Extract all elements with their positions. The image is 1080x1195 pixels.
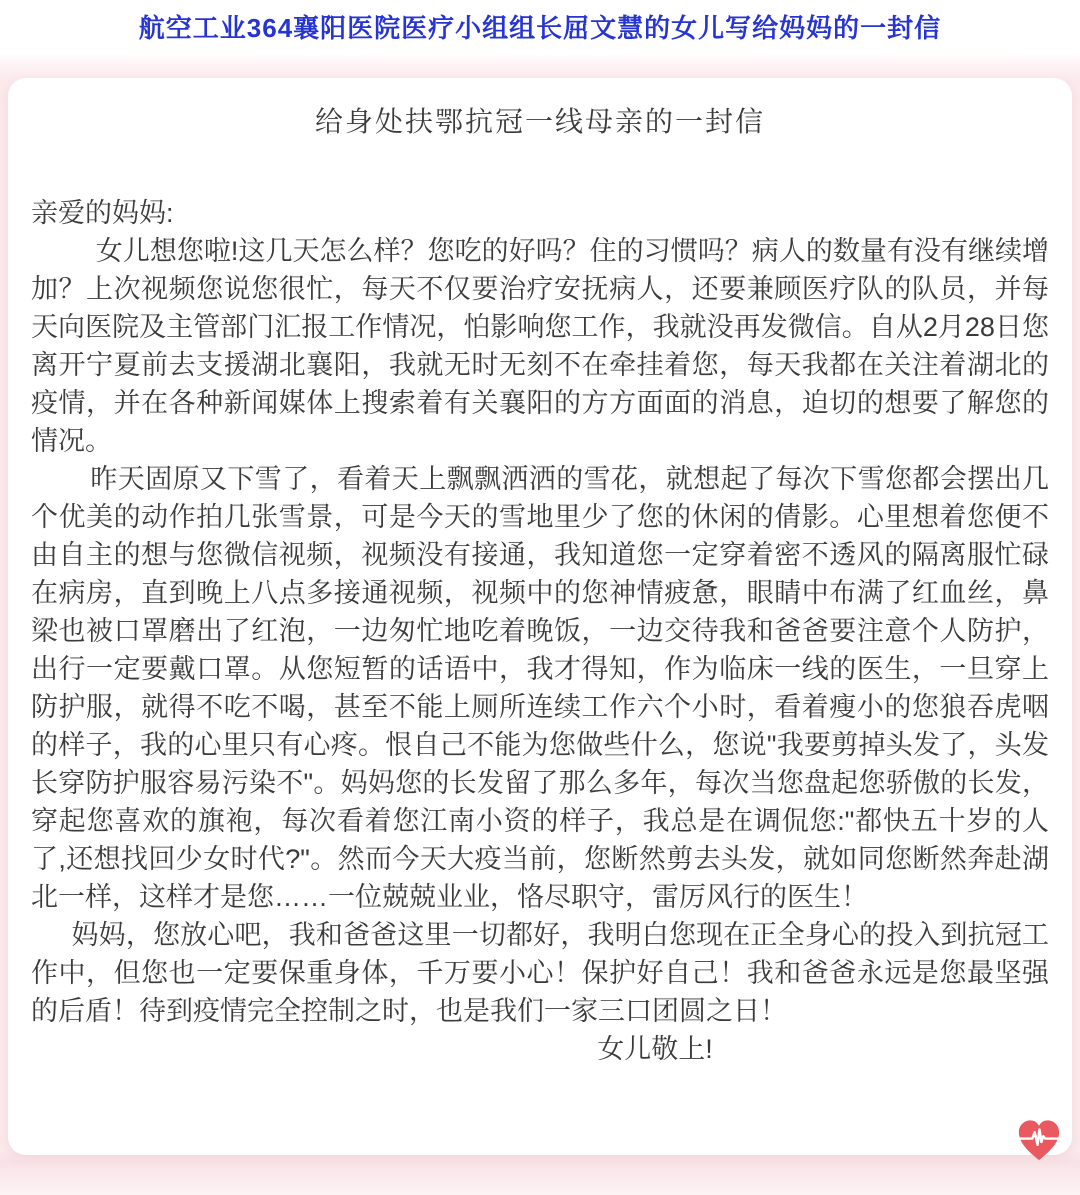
letter-card xyxy=(8,78,1072,1155)
letter-paragraph-3: 妈妈，您放心吧，我和爸爸这里一切都好，我明白您现在正全身心的投入到抗冠工作中，但您也一定要保重身体，千万要小心！保护好自己！我和爸爸永远是您最坚强的后盾！待到疫情完全控制之时，也是我们一家三口团圆之日！ xyxy=(31,920,1049,1026)
letter-title: 给身处扶鄂抗冠一线母亲的一封信 xyxy=(314,106,765,137)
page-title: 航空工业364襄阳医院医疗小组组长屈文慧的女儿写给妈妈的一封信 xyxy=(0,0,1080,52)
letter-paragraph-1: 女儿想您啦!这几天怎么样？您吃的好吗？住的习惯吗？病人的数量有没有继续增加？上次视频您说您很忙，每天不仅要治疗安抚病人，还要兼顾医疗队的队员，并每天向医院及主管部门汇报工作情况，怕影响您工作，我就没再发微信。自从2月28日您离开宁夏前去支援湖北襄阳，我就无时无刻不在牵挂着您，每天我都在关注着湖北的疫情，并在各种新闻媒体上搜索着有关襄阳的方方面面的消息，迫切的想要了解您的情况。 xyxy=(31,236,1049,456)
letter-salutation: 亲爱的妈妈: xyxy=(31,198,174,228)
letter-paragraph-2: 昨天固原又下雪了，看着天上飘飘洒洒的雪花，就想起了每次下雪您都会摆出几个优美的动作拍几张雪景，可是今天的雪地里少了您的休闲的倩影。心里想着您便不由自主的想与您微信视频，视频没有接通，我知道您一定穿着密不透风的隔离服忙碌在病房，直到晚上八点多接通视频，视频中的您神情疲惫，眼睛中布满了红血丝，鼻梁也被口罩磨出了红泡，一边匆忙地吃着晚饭，一边交待我和爸爸要注意个人防护，出行一定要戴口罩。从您短暂的话语中，我才得知，作为临床一线的医生，一旦穿上防护服，就得不吃不喝，甚至不能上厕所连续工作六个小时，看着瘦小的您狼吞虎咽的样子，我的心里只有心疼。恨自己不能为您做些什么，您说"我要剪掉头发了，头发长穿防护服容易污染不"。妈妈您的长发留了那么多年，每次当您盘起您骄傲的长发，穿起您喜欢的旗袍，每次看着您江南小资的样子，我总是在调侃您:"都快五十岁的人了,还想找回少女时代?"。然而今天大疫当前，您断然剪去头发，就如同您断然奔赴湖北一样，这样才是您……一位兢兢业业，恪尽职守，雷厉风行的医生！ xyxy=(31,464,1049,912)
heart-pulse-icon xyxy=(1016,1116,1062,1164)
letter-signature: 女儿敬上! xyxy=(597,1034,713,1064)
